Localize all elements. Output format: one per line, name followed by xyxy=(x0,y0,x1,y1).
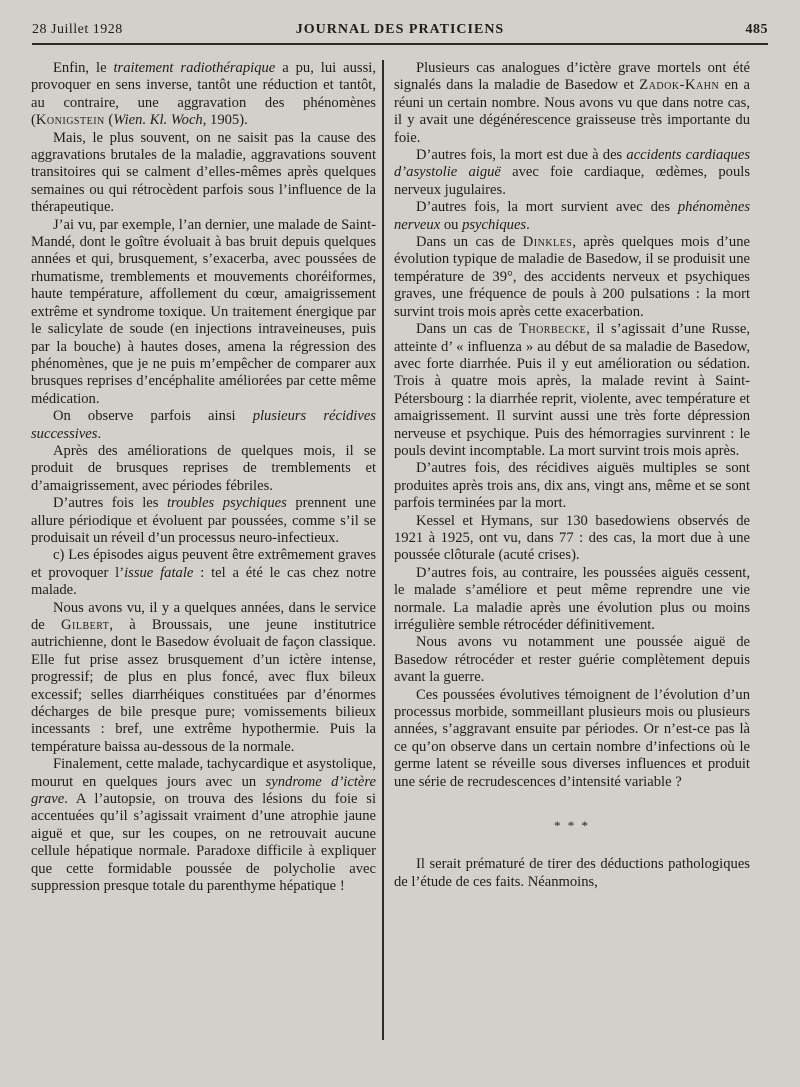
paragraph: D’autres fois les troubles psychiques prennent une allure périodique et évoluent par poussées, comme s’il se produisait un réveil d’un processus neuro-infectieux. xyxy=(31,495,376,546)
paragraph: D’autres fois, la mort est due à des accidents cardiaques d’asystolie aiguë avec foie cardiaque, œdèmes, pouls nerveux jugulaires. xyxy=(394,147,750,198)
journal-title: JOURNAL DES PRATICIENS xyxy=(295,22,505,37)
paragraph: Mais, le plus souvent, on ne saisit pas la cause des aggravations brutales de la maladie, aggravations souvent transitoires qui se calment d’elles-mêmes après quelques semaines ou qui rétrocèdent parfois sous l’influence de la thérapeutique. xyxy=(31,129,376,216)
paragraph: Finalement, cette malade, tachycardique et asystolique, mourut en quelques jours avec un syndrome d’ictère grave. A l’autopsie, on trouva des lésions du foie si accentuées qu’il s’agissait vraiment d’une atrophie jaune aiguë et que, sur les coupes, on ne retrouvait aucune cellule hépatique normale. Paradoxe difficile à expliquer que cette formidable poussée de polycholie avec suppression presque totale du parenthyme hépatique ! xyxy=(31,756,376,895)
paragraph: D’autres fois, au contraire, les poussées aiguës cessent, le malade s’améliore et peut même reprendre une vie normale. La maladie après une évolution plus ou moins irrégulière semble rétrocéder définitivement. xyxy=(394,564,750,633)
issue-date: 28 Juillet 1928 xyxy=(32,22,123,37)
paragraph: Enfin, le traitement radiothérapique a pu, lui aussi, provoquer en sens inverse, tantôt une réduction et tantôt, au contraire, une aggravation des phénomènes (Konigstein (Wien. Kl. Woch, 1905). xyxy=(31,60,376,129)
paragraph: c) Les épisodes aigus peuvent être extrêmement graves et provoquer l’issue fatale : tel a été le cas chez notre malade. xyxy=(31,547,376,599)
paragraph: D’autres fois, la mort survient avec des phénomènes nerveux ou psychiques. xyxy=(394,199,750,233)
paragraph: Plusieurs cas analogues d’ictère grave mortels ont été signalés dans la maladie de Basedow et Zadok-Kahn en a réuni un certain nombre. Nous avons vu que dans notre cas, il y avait une dégénérescence graisseuse très importante du foie. xyxy=(394,60,750,146)
running-header xyxy=(32,18,768,42)
paragraph: Nous avons vu notamment une poussée aiguë de Basedow rétrocéder et rester guérie complètement depuis avant la guerre. xyxy=(394,634,750,686)
paragraph: On observe parfois ainsi plusieurs récidives successives. xyxy=(31,408,376,442)
paragraph: D’autres fois, des récidives aiguës multiples se sont produites après trois ans, dix ans, vingt ans, même et se sont parfois terminées par la mort. xyxy=(394,460,750,512)
paragraph: Ces poussées évolutives témoignent de l’évolution d’un processus morbide, sommeillant plusieurs mois ou plusieurs années, s’aggravant ensuite par périodes. Or n’est-ce pas là ce qu’on observe dans un certain nombre d’infections où le germe latent se réveille sous diverses influences et produit une série de recrudescences d’intensité variable ? xyxy=(394,686,750,790)
left-column xyxy=(31,60,376,896)
paragraph: Kessel et Hymans, sur 130 basedowiens observés de 1921 à 1925, ont vu, dans 77 : des cas, la mort due à une poussée clôturale (acuté crises). xyxy=(394,512,750,564)
column-divider xyxy=(382,60,384,1040)
paragraph: Nous avons vu, il y a quelques années, dans le service de Gilbert, à Broussais, une jeune institutrice autrichienne, dont le Basedow évoluait de façon classique. Elle fut prise assez brusquement d’un ictère intense, progressif; de plus en plus foncé, avec flux bileux excessif; selles diarrhéiques constituées par d’énormes décharges de bile presque pure; vomissements bilieux incessants : bref, une extrême hypothermie. Puis la température baissa au-dessous de la normale. xyxy=(31,599,376,755)
paragraph: J’ai vu, par exemple, l’an dernier, une malade de Saint-Mandé, dont le goître évoluait à bas bruit depuis quelques années et qui, brusquement, s’exacerba, avec poussées de rhumatisme, tremblements et mouvements choréiformes, haute température, affollement du cœur, amaigrissement extrême et syndrome toxique. Un traitement énergique par le salicylate de soude (en injections intraveineuses, puis par la bouche) à hautes doses, amena la régression des phénomènes, que je ne puis m’empêcher de comparer aux brusques reprises d’encéphalite améliorées par cette même médication. xyxy=(31,216,376,407)
right-column xyxy=(394,60,750,891)
paragraph: Il serait prématuré de tirer des déductions pathologiques de l’étude de ces faits. Néanmoins, xyxy=(394,856,750,890)
section-separator: * * * xyxy=(554,818,590,834)
page-number: 485 xyxy=(745,22,768,37)
paragraph: Dans un cas de Thorbecke, il s’agissait d’une Russe, atteinte d’ « influenza » au début de sa maladie de Basedow, avec forte diarrhée. Puis il y eut amélioration ou sédation. Trois à quatre mois après, la malade revint à Saint-Pétersbourg : la diarrhée reprit, violente, avec température et amaigrissement. Il survint aussi une très forte dépression nerveuse et psychique. Puis des hémorragies survinrent : le pouls devint incomptable. La mort survint trois mois après. xyxy=(394,321,750,459)
header-rule xyxy=(32,43,768,45)
paragraph: Après des améliorations de quelques mois, il se produit de brusques reprises de tremblements et d’amaigrissement, avec périodes fébriles. xyxy=(31,442,376,494)
paragraph: Dans un cas de Dinkles, après quelques mois d’une évolution typique de maladie de Basedow, il se produisit une température de 39°, des accidents nerveux et psychiques graves, une fréquence de pouls à 200 pulsations : la mort survint trois mois après cette exacerbation. xyxy=(394,234,750,320)
